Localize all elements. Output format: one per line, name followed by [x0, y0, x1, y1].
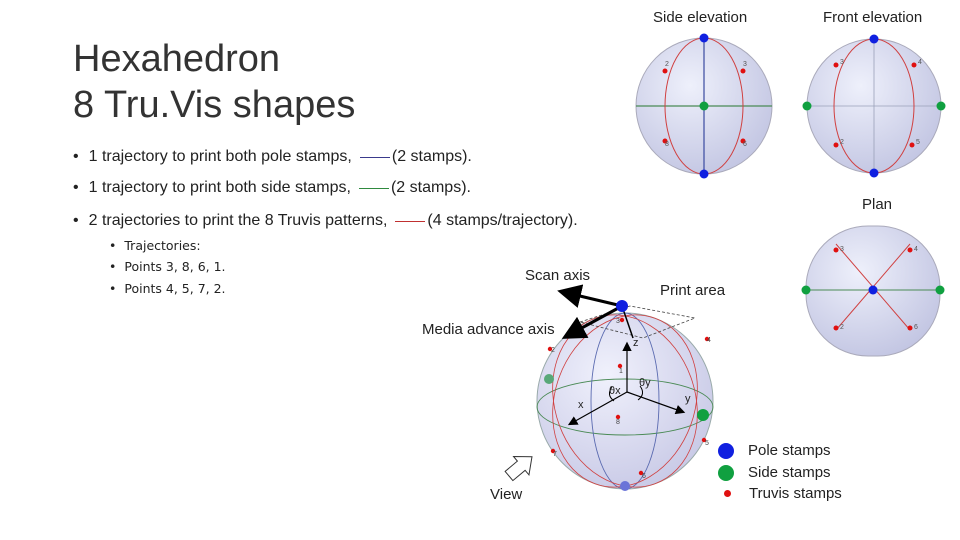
- bullet-suffix: (4 stamps/trajectory).: [427, 212, 578, 229]
- legend-label: Pole stamps: [748, 442, 831, 459]
- pole-stamp-bottom: [700, 170, 709, 179]
- side-point-label: 2: [665, 61, 669, 68]
- bullet-suffix: (2 stamps).: [391, 148, 472, 165]
- title-line-2: 8 Tru.Vis shapes: [73, 84, 356, 126]
- plan-point-label: 4: [914, 246, 918, 253]
- pole-trajectory-swatch: [360, 157, 390, 158]
- scan-axis-arrow: [563, 292, 622, 306]
- bullet-pole-trajectory: [73, 148, 472, 166]
- pole-stamp-bottom: [620, 481, 630, 491]
- bullet-text: 1 trajectory to print both pole stamps,: [88, 148, 352, 165]
- media-advance-axis-label: Media advance axis: [422, 321, 555, 338]
- front-point-label: 2: [840, 139, 844, 146]
- truvis-trajectory-swatch: [395, 221, 425, 222]
- sub-bullet-points-b: [109, 281, 226, 296]
- plan-label: Plan: [862, 196, 893, 213]
- bullet-side-trajectory: [73, 179, 471, 197]
- truvis-stamp-swatch: [724, 490, 731, 497]
- legend: [718, 442, 842, 502]
- theta-y-label: θy: [639, 377, 651, 389]
- sub-bullet-dot: •: [109, 238, 117, 253]
- legend-label: Truvis stamps: [749, 485, 842, 502]
- point-label: 2: [551, 347, 555, 354]
- side-trajectory-swatch: [359, 188, 389, 189]
- legend-side: [718, 464, 842, 481]
- sub-bullet-text: Points 4, 5, 7, 2.: [124, 281, 226, 296]
- front-point-label: 4: [918, 59, 922, 66]
- bullet-dot: •: [73, 179, 79, 196]
- pole-stamp-top: [700, 34, 709, 43]
- bullet-dot: •: [73, 148, 79, 165]
- view-label: View: [490, 486, 523, 503]
- side-stamp-left: [544, 374, 554, 384]
- side-stamp: [700, 102, 709, 111]
- side-stamp-swatch: [718, 465, 734, 481]
- sub-bullet-trajectories: [109, 238, 201, 253]
- side-point-label: 6: [743, 141, 747, 148]
- point-label: 3: [616, 318, 620, 325]
- point-label: 4: [707, 337, 711, 344]
- side-elevation-sphere: [630, 28, 778, 184]
- plan-point-label: 3: [840, 246, 844, 253]
- point-label: 1: [619, 368, 623, 375]
- plan-sphere: [798, 222, 948, 358]
- bullet-suffix: (2 stamps).: [390, 179, 471, 196]
- point-label: 7: [553, 451, 557, 458]
- point-label: 6: [642, 473, 646, 480]
- pole-stamp-swatch: [718, 443, 734, 459]
- legend-pole: [718, 442, 842, 459]
- front-elevation-sphere: [800, 28, 950, 184]
- front-elevation-label: Front elevation: [823, 9, 923, 26]
- sub-bullet-text: Points 3, 8, 6, 1.: [124, 259, 226, 274]
- bullet-dot: •: [73, 212, 79, 229]
- scan-axis-label: Scan axis: [525, 267, 591, 284]
- point-label: 5: [705, 440, 709, 447]
- sub-bullet-dot: •: [109, 259, 117, 274]
- bullet-text: 2 trajectories to print the 8 Truvis patterns,: [88, 212, 388, 229]
- y-axis-label: y: [685, 393, 691, 405]
- point-label: 8: [616, 419, 620, 426]
- sub-bullet-points-a: [109, 259, 226, 274]
- plan-point-label: 2: [840, 324, 844, 331]
- title-line-1: Hexahedron: [73, 38, 281, 80]
- side-elevation-label: Side elevation: [653, 9, 748, 26]
- front-point-label: 3: [840, 59, 844, 66]
- legend-label: Side stamps: [748, 464, 831, 481]
- view-arrow-icon: [501, 448, 539, 486]
- side-point-label: 3: [743, 61, 747, 68]
- plan-point-label: 6: [914, 324, 918, 331]
- print-area-label: Print area: [660, 282, 726, 299]
- side-stamp-right: [697, 409, 709, 421]
- z-axis-label: z: [633, 337, 639, 349]
- bullet-text: 1 trajectory to print both side stamps,: [88, 179, 351, 196]
- legend-truvis: [718, 485, 842, 502]
- side-point-label: 8: [665, 141, 669, 148]
- bullet-truvis-trajectory: [73, 212, 578, 230]
- pole-stamp-top: [616, 300, 628, 312]
- theta-x-label: θx: [609, 385, 621, 397]
- page-title: [73, 36, 355, 128]
- x-axis-label: x: [578, 399, 584, 411]
- front-point-label: 5: [916, 139, 920, 146]
- sub-bullet-text: Trajectories:: [124, 238, 201, 253]
- sub-bullet-dot: •: [109, 281, 117, 296]
